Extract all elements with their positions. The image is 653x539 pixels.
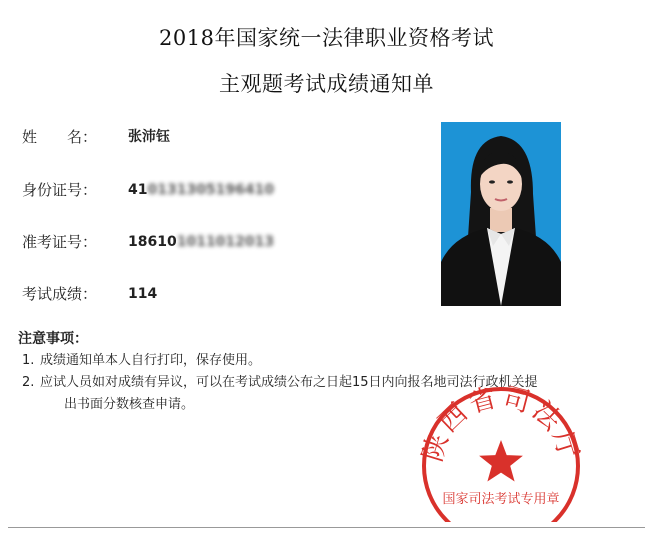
field-exam-number-label: 准考证号： xyxy=(22,233,98,251)
note-text: 应试人员如对成绩有异议，可以在考试成绩公布之日起15日内向报名地司法行政机关提 xyxy=(40,375,538,390)
field-name-label: 姓 名： xyxy=(22,128,98,146)
note-continuation: 出书面分数核查申请。 xyxy=(64,397,195,412)
note-number: 1. xyxy=(22,353,35,368)
document-subtitle: 主观题考试成绩通知单 xyxy=(219,72,434,96)
seal-bottom-text: 国家司法考试专用章 xyxy=(442,492,560,507)
portrait-illustration xyxy=(441,122,561,306)
official-seal xyxy=(414,382,588,522)
note-item xyxy=(18,350,538,372)
field-score-value: 114 xyxy=(128,286,158,302)
note-text: 成绩通知单本人自行打印，保存使用。 xyxy=(40,353,262,368)
note-number: 2. xyxy=(22,375,35,390)
field-score-label: 考试成绩： xyxy=(22,285,98,303)
bottom-divider xyxy=(8,527,645,528)
field-id-number-blurred: 0131305196410 xyxy=(147,182,275,198)
portrait-photo xyxy=(441,122,561,306)
field-exam-number-blurred: 1011012013 xyxy=(176,234,275,250)
document-title: 2018年国家统一法律职业资格考试 xyxy=(159,26,494,50)
field-exam-number-value xyxy=(128,231,274,253)
seal-arc-text: 陕西省司法厅 xyxy=(417,382,585,466)
field-exam-number-visible: 18610 xyxy=(128,234,177,250)
field-id-number-visible: 41 xyxy=(128,182,148,198)
notes-title: 注意事项： xyxy=(18,331,88,347)
field-id-number-value xyxy=(128,179,274,201)
seal-star-icon xyxy=(479,440,523,482)
field-id-number-label: 身份证号： xyxy=(22,181,98,199)
field-name-value: 张沛钰 xyxy=(128,129,170,145)
